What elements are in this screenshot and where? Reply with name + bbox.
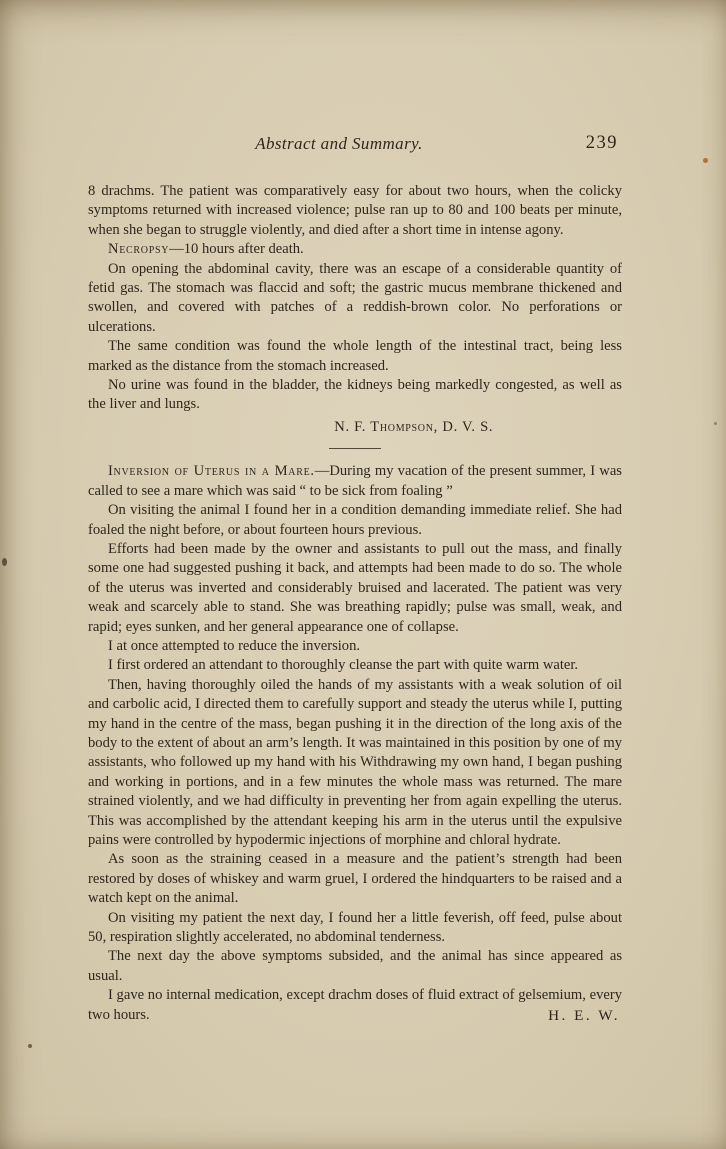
page-number: 239 xyxy=(585,133,618,153)
text-block xyxy=(88,134,622,1025)
page-body xyxy=(88,182,622,1025)
paragraph: Efforts had been made by the owner and assistants to pull out the mass, and finally some one had suggested pushing it back, and attempts had been made to do so. The whole of the uterus was inverted and considerably bruised and lacerated. The patient was very weak and scarcely able to stand. She was breathing rapidly; pulse was small, weak, and rapid; eyes sunken, and her general appearance one of collapse. xyxy=(88,540,622,635)
section-opening-paragraph: Inversion of Uterus in a Mare.—During my vacation of the present summer, I was called to see a mare which was said “ to be sick from foaling ” xyxy=(88,463,622,499)
paragraph: 8 drachms. The patient was comparatively easy for about two hours, when the colicky symptoms returned with increased violence; pulse ran up to 80 and 100 beats per minute, when she began to struggle violently, and died after a short time in intense agony. xyxy=(88,183,622,238)
paragraph: On visiting the animal I found her in a condition demanding immediate relief. She had foaled the night before, or about fourteen hours previous. xyxy=(88,502,622,538)
smallcaps-heading: Necropsy xyxy=(108,241,170,258)
paper-speck xyxy=(714,422,717,425)
paragraph: On opening the abdominal cavity, there was an escape of a considerable quantity of fetid gas. The stomach was flaccid and soft; the gastric mucus membrane thickened and swollen, and covered with patches of a reddish-brown color. No perforations or ulcerations. xyxy=(88,260,622,335)
signature-line: N. F. Thompson, D. V. S. xyxy=(334,418,494,435)
section-opening-paragraph: Necropsy—10 hours after death. xyxy=(108,241,304,258)
paper-speck xyxy=(28,1044,32,1048)
paragraph: As soon as the straining ceased in a measure and the patient’s strength had been restored by doses of whiskey and warm gruel, I ordered the hindquarters to be raised and a watch kept on the animal. xyxy=(88,851,622,907)
section-divider-rule xyxy=(329,448,381,449)
paragraph: I first ordered an attendant to thoroughly cleanse the part with quite warm water. xyxy=(108,657,579,674)
paragraph: No urine was found in the bladder, the kidneys being markedly congested, as well as the liver and lungs. xyxy=(88,377,622,413)
paragraph: The same condition was found the whole length of the intestinal tract, being less marked as the distance from the stomach increased. xyxy=(88,338,622,374)
paragraph: The next day the above symptoms subsided, and the animal has since appeared as usual. xyxy=(88,948,622,984)
paragraph: On visiting my patient the next day, I found her a little feverish, off feed, pulse about 50, respiration slightly accelerated, no abdominal tenderness. xyxy=(88,909,622,946)
running-head-title: Abstract and Summary. xyxy=(255,134,423,153)
paragraph: I gave no internal medication, except drachm doses of fluid extract of gelsemium, every two hours. H. E. W. xyxy=(88,987,622,1024)
paper-speck xyxy=(2,558,7,566)
paragraph: I at once attempted to reduce the inversion. xyxy=(108,637,361,654)
author-initials: H. E. W. xyxy=(548,1006,620,1024)
paper-speck xyxy=(703,158,708,163)
paragraph: Then, having thoroughly oiled the hands of my assistants with a weak solution of oil and carbolic acid, I directed them to carefully support and steady the uterus while I, putting my hand in the centre of the mass, began pushing it in the direction of the long axis of the body to the extent of about an arm’s length. It was maintained in this position by one of my assistants, who followed up my hand with his Withdrawing my own hand, I began pushing and working in portions, and in a few minutes the whole mass was returned. The mare strained violently, and we had difficulty in preventing her from again expelling the uterus. This was accomplished by the attendant keeping his arm in the uterus until the expulsive pains were controlled by hypodermic injections of morphine and chloral hydrate. xyxy=(88,676,622,848)
page-header xyxy=(88,134,622,158)
smallcaps-heading: Inversion of Uterus in a Mare. xyxy=(108,463,315,480)
